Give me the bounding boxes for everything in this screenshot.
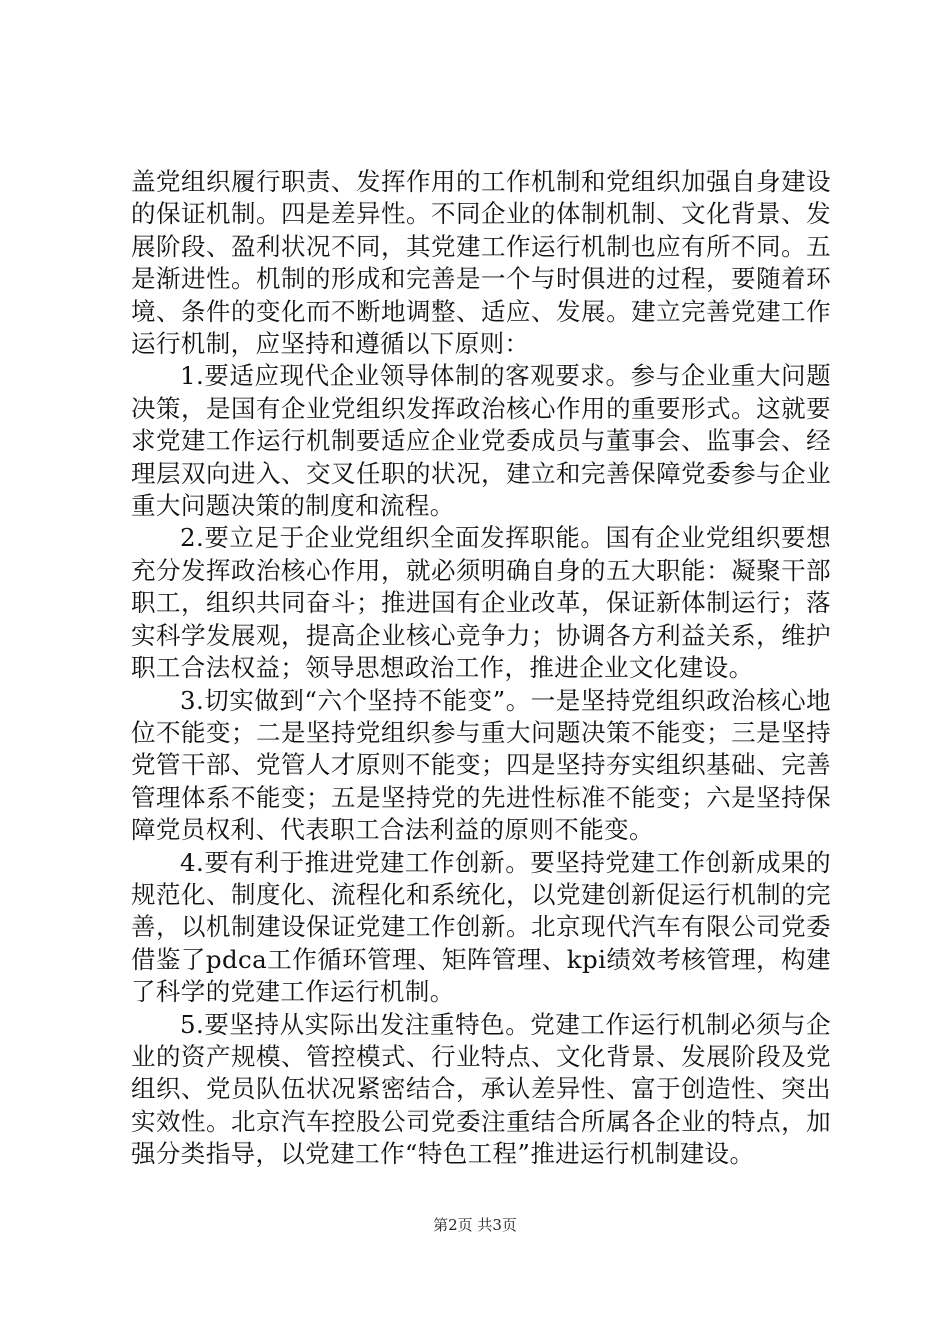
page-footer: 第2页 共3页 (433, 1216, 517, 1234)
paragraph-principle-4: 4.要有利于推进党建工作创新。要坚持党建工作创新成果的规范化、制度化、流程化和系统化，以党建创新促运行机制的完善，以机制建设保证党建工作创新。北京现代汽车有限公司党委借鉴了pdca工作循环管理、矩阵管理、kpi绩效考核管理，构建了科学的党建工作运行机制。 (131, 847, 831, 1007)
paragraph-principle-3: 3.切实做到“六个坚持不能变”。一是坚持党组织政治核心地位不能变；二是坚持党组织参与重大问题决策不能变；三是坚持党管干部、党管人才原则不能变；四是坚持夯实组织基础、完善管理体系不能变；五是坚持党的先进性标准不能变；六是坚持保障党员权利、代表职工合法利益的原则不能变。 (131, 685, 831, 845)
paragraph-principle-5: 5.要坚持从实际出发注重特色。党建工作运行机制必须与企业的资产规模、管控模式、行业特点、文化背景、发展阶段及党组织、党员队伍状况紧密结合，承认差异性、富于创造性、突出实效性。北京汽车控股公司党委注重结合所属各企业的特点，加强分类指导，以党建工作“特色工程”推进运行机制建设。 (131, 1009, 831, 1169)
document-body (131, 166, 831, 1171)
paragraph-principle-2: 2.要立足于企业党组织全面发挥职能。国有企业党组织要想充分发挥政治核心作用，就必须明确自身的五大职能：凝聚干部职工，组织共同奋斗；推进国有企业改革，保证新体制运行；落实科学发展观，提高企业核心竞争力；协调各方利益关系，维护职工合法权益；领导思想政治工作，推进企业文化建设。 (131, 523, 831, 683)
paragraph-continuation: 盖党组织履行职责、发挥作用的工作机制和党组织加强自身建设的保证机制。四是差异性。不同企业的体制机制、文化背景、发展阶段、盈利状况不同，其党建工作运行机制也应有所不同。五是渐进性。机制的形成和完善是一个与时俱进的过程，要随着环境、条件的变化而不断地调整、适应、发展。建立完善党建工作运行机制，应坚持和遵循以下原则： (131, 167, 831, 359)
paragraph-principle-1: 1.要适应现代企业领导体制的客观要求。参与企业重大问题决策，是国有企业党组织发挥政治核心作用的重要形式。这就要求党建工作运行机制要适应企业党委成员与董事会、监事会、经理层双向进入、交叉任职的状况，建立和完善保障党委参与企业重大问题决策的制度和流程。 (131, 361, 831, 521)
